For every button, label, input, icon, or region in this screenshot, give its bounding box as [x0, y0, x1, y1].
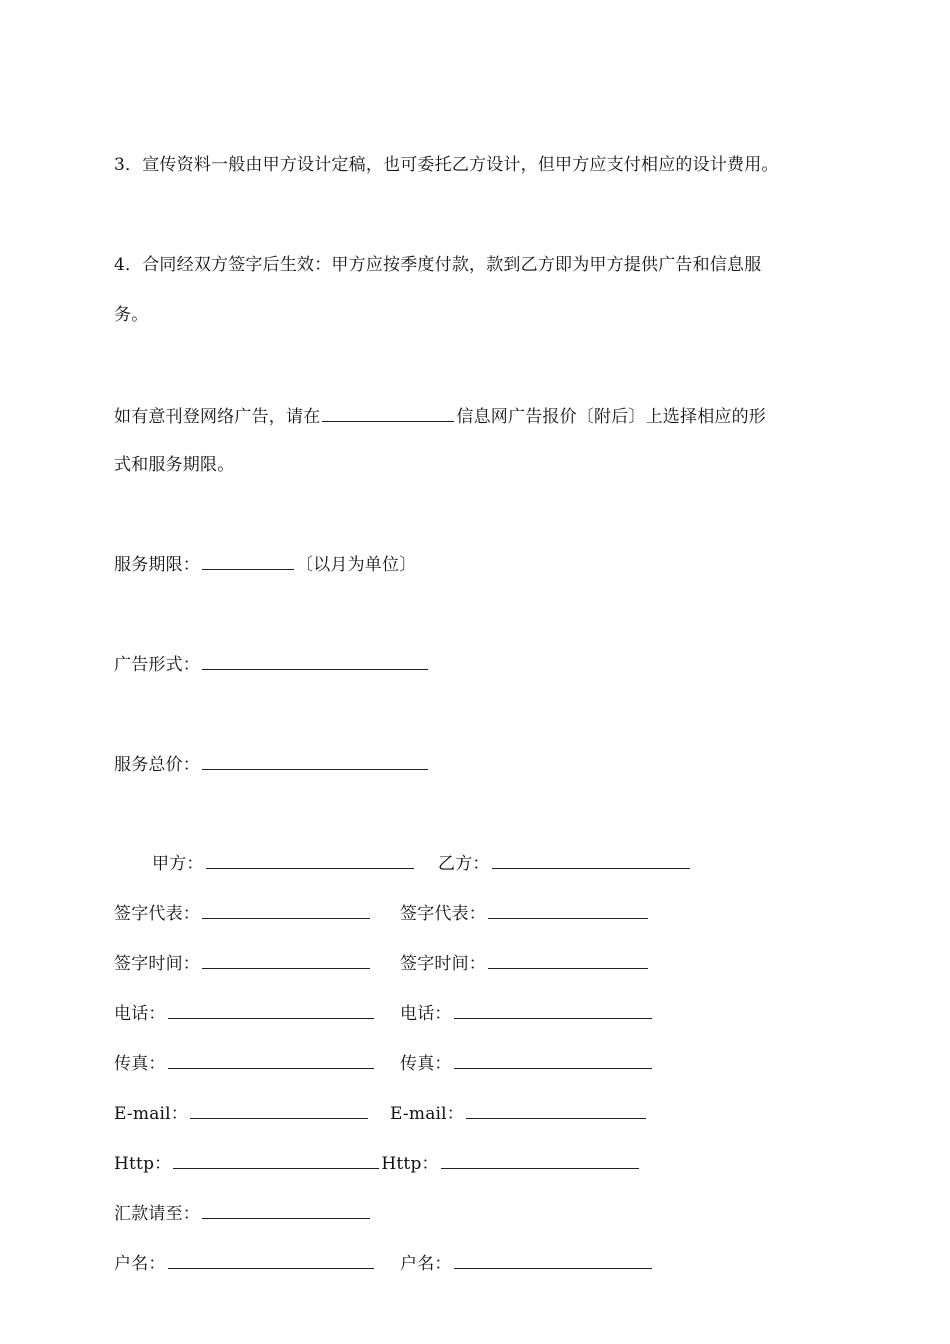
ad-instruction-text-b: 信息网广告报价〔附后〕上选择相应的形 [456, 407, 767, 427]
http-b-blank[interactable] [441, 1150, 639, 1169]
phone-b-blank[interactable] [454, 1000, 652, 1019]
rep-a-label: 签字代表： [114, 904, 200, 924]
time-a-blank[interactable] [202, 950, 370, 969]
party-b-label: 乙方： [438, 854, 490, 874]
account-b-blank[interactable] [454, 1250, 652, 1269]
time-a-row [114, 950, 372, 976]
account-a-label: 户名： [114, 1254, 166, 1274]
email-a-row [114, 1100, 370, 1126]
party-a-blank[interactable] [206, 850, 414, 869]
ad-form-label: 广告形式： [114, 655, 200, 675]
clause-3: 3．宣传资料一般由甲方设计定稿，也可委托乙方设计，但甲方应支付相应的设计费用。 [114, 155, 779, 175]
http-a-label: Http： [114, 1154, 172, 1174]
email-a-blank[interactable] [190, 1100, 368, 1119]
http-a-blank[interactable] [173, 1150, 379, 1169]
party-b-blank[interactable] [492, 850, 690, 869]
phone-b-row [400, 1000, 654, 1026]
phone-a-blank[interactable] [168, 1000, 374, 1019]
rep-b-row [400, 900, 650, 926]
remit-row [114, 1200, 372, 1226]
time-a-label: 签字时间： [114, 954, 200, 974]
email-b-blank[interactable] [466, 1100, 646, 1119]
fax-a-blank[interactable] [168, 1050, 374, 1069]
ad-instruction-line-2: 式和服务期限。 [114, 455, 235, 475]
ad-instruction-line-1 [114, 403, 766, 429]
phone-a-row [114, 1000, 376, 1026]
rep-a-blank[interactable] [202, 900, 370, 919]
email-b-label: E-mail： [390, 1104, 464, 1124]
website-name-blank[interactable] [322, 403, 454, 422]
phone-b-label: 电话： [400, 1004, 452, 1024]
remit-label: 汇款请至： [114, 1204, 200, 1224]
fax-b-label: 传真： [400, 1054, 452, 1074]
time-b-blank[interactable] [488, 950, 648, 969]
clause-4-line-1: 4．合同经双方签字后生效：甲方应按季度付款，款到乙方即为甲方提供广告和信息服 [114, 255, 762, 275]
account-a-blank[interactable] [168, 1250, 374, 1269]
phone-a-label: 电话： [114, 1004, 166, 1024]
fax-b-blank[interactable] [454, 1050, 652, 1069]
account-a-row [114, 1250, 376, 1276]
account-b-row [400, 1250, 654, 1276]
account-b-label: 户名： [400, 1254, 452, 1274]
time-b-label: 签字时间： [400, 954, 486, 974]
service-total-row [114, 751, 430, 777]
fax-a-label: 传真： [114, 1054, 166, 1074]
http-row [114, 1150, 641, 1176]
service-period-label: 服务期限： [114, 555, 200, 575]
rep-b-label: 签字代表： [400, 904, 486, 924]
email-b-row [390, 1100, 648, 1126]
fax-a-row [114, 1050, 376, 1076]
service-period-row [114, 551, 416, 577]
service-period-unit: 〔以月为单位〕 [296, 555, 417, 575]
remit-blank[interactable] [202, 1200, 370, 1219]
ad-form-blank[interactable] [202, 651, 428, 670]
service-total-blank[interactable] [202, 751, 428, 770]
party-a-row [152, 850, 416, 876]
clause-4-line-2: 务。 [114, 305, 149, 325]
ad-form-row [114, 651, 430, 677]
fax-b-row [400, 1050, 654, 1076]
service-period-blank[interactable] [202, 551, 294, 570]
ad-instruction-text-a: 如有意刊登网络广告，请在 [114, 407, 321, 427]
rep-b-blank[interactable] [488, 900, 648, 919]
http-b-label: Http： [381, 1154, 439, 1174]
email-a-label: E-mail： [114, 1104, 188, 1124]
party-b-row [438, 850, 692, 876]
service-total-label: 服务总价： [114, 755, 200, 775]
rep-a-row [114, 900, 372, 926]
party-a-label: 甲方： [152, 854, 204, 874]
time-b-row [400, 950, 650, 976]
